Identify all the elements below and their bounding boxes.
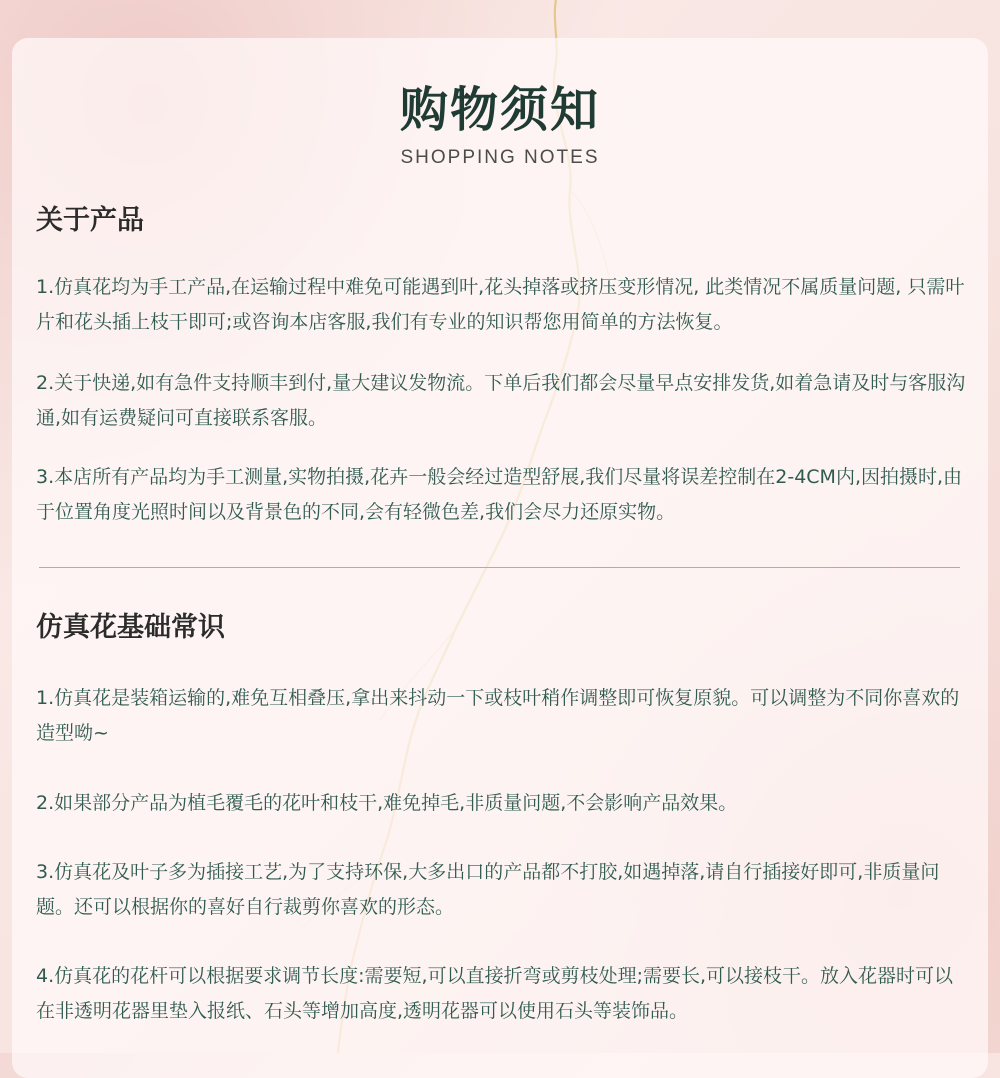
product-note-2: 2.关于快递,如有急件支持顺丰到付,量大建议发物流。下单后我们都会尽量早点安排发货,如着急请及时与客服沟通,如有运费疑问可直接联系客服。 <box>36 372 966 429</box>
product-note-1: 1.仿真花均为手工产品,在运输过程中难免可能遇到叶,花头掉落或挤压变形情况, 此类情况不属质量问题, 只需叶片和花头插上枝干即可;或咨询本店客服,我们有专业的知识帮您用简单的方法恢复。 <box>36 276 965 333</box>
page-subtitle: SHOPPING NOTES <box>400 147 600 168</box>
basics-note-2: 2.如果部分产品为植毛覆毛的花叶和枝干,难免掉毛,非质量问题,不会影响产品效果。 <box>36 792 738 814</box>
basics-note-1: 1.仿真花是装箱运输的,难免互相叠压,拿出来抖动一下或枝叶稍作调整即可恢复原貌。可以调整为不同你喜欢的造型呦~ <box>36 687 960 744</box>
basics-note-3: 3.仿真花及叶子多为插接工艺,为了支持环保,大多出口的产品都不打胶,如遇掉落,请自行插接好即可,非质量问题。还可以根据你的喜好自行裁剪你喜欢的形态。 <box>36 861 940 918</box>
section-divider <box>39 567 960 568</box>
product-note-3: 3.本店所有产品均为手工测量,实物拍摄,花卉一般会经过造型舒展,我们尽量将误差控制在2-4CM内,因拍摄时,由于位置角度光照时间以及背景色的不同,会有轻微色差,我们会尽力还原实物。 <box>36 466 963 523</box>
section-title-basics: 仿真花基础常识 <box>36 612 225 643</box>
section-title-product: 关于产品 <box>36 205 144 236</box>
basics-note-4: 4.仿真花的花杆可以根据要求调节长度:需要短,可以直接折弯或剪枝处理;需要长,可以接枝干。放入花器时可以在非透明花器里垫入报纸、石头等增加高度,透明花器可以使用石头等装饰品。 <box>36 965 954 1022</box>
page-title: 购物须知 <box>399 82 600 138</box>
